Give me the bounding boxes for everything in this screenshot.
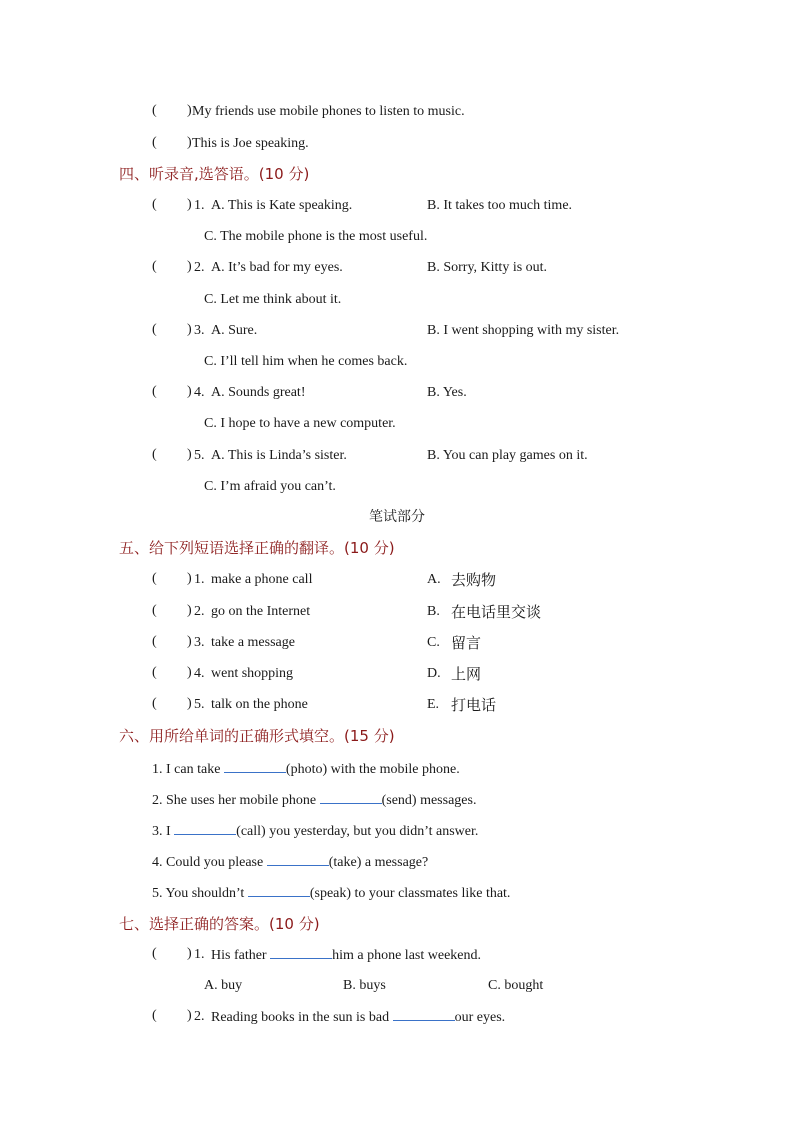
question-number: 1. [194, 198, 205, 213]
written-part-title: 笔试部分 [369, 509, 425, 525]
option-row [0, 228, 794, 248]
translation-key: D. [427, 666, 441, 681]
section-heading-7: 七、选择正确的答案。(10 分) [119, 915, 320, 933]
question-number: 2. [194, 1009, 205, 1024]
option-row [0, 977, 794, 997]
translation-key: B. [427, 604, 440, 619]
fill-blank-sentence [152, 822, 478, 841]
answer-paren-close: ) [187, 665, 192, 680]
answer-paren-open: ( [152, 696, 157, 711]
question-text: This is Joe speaking. [192, 136, 309, 151]
answer-paren-close: ) [187, 571, 192, 586]
fill-blank-sentence [152, 791, 476, 810]
english-phrase: went shopping [211, 666, 294, 681]
item-number: 2. [194, 604, 205, 619]
translation-key: E. [427, 697, 440, 712]
sentence-end: (take) a message? [328, 855, 429, 870]
option-a: A. Sounds great! [211, 385, 306, 400]
section-heading-6: 六、用所给单词的正确形式填空。(15 分) [119, 727, 395, 745]
answer-paren-open: ( [152, 103, 157, 118]
answer-blank[interactable] [320, 791, 382, 804]
answer-paren-close: ) [187, 1008, 192, 1023]
answer-paren-open: ( [152, 603, 157, 618]
sentence-end: (speak) to your classmates like that. [309, 886, 511, 901]
sentence-start: 4. Could you please [152, 855, 267, 870]
english-phrase: take a message [211, 635, 295, 650]
section-heading-4: 四、听录音,选答语。(10 分) [119, 165, 310, 183]
answer-paren-open: ( [152, 1008, 157, 1023]
sentence-end: (photo) with the mobile phone. [285, 762, 460, 777]
answer-paren-open: ( [152, 135, 157, 150]
sentence-start: 3. I [152, 824, 175, 839]
sentence-end: (call) you yesterday, but you didn’t answer. [236, 824, 479, 839]
translation-key: A. [427, 572, 441, 587]
answer-paren-close: ) [187, 135, 192, 150]
fill-blank-sentence [152, 884, 510, 903]
answer-paren-close: ) [187, 103, 192, 118]
question-row [0, 197, 794, 217]
option-b: B. It takes too much time. [427, 198, 573, 213]
question-number: 2. [194, 260, 205, 275]
option-c: C. bought [488, 978, 544, 993]
chinese-translation: 上网 [451, 665, 482, 683]
chinese-translation: 去购物 [451, 571, 497, 589]
chinese-translation: 打电话 [451, 696, 497, 714]
chinese-translation: 在电话里交谈 [451, 603, 542, 621]
sentence-start: 1. I can take [152, 762, 224, 777]
question-row [0, 135, 794, 155]
answer-paren-open: ( [152, 322, 157, 337]
question-number: 5. [194, 448, 205, 463]
question-text: My friends use mobile phones to listen to music. [192, 104, 465, 119]
option-c: C. The mobile phone is the most useful. [204, 229, 428, 244]
option-c: C. I’m afraid you can’t. [204, 479, 336, 494]
question-row [0, 447, 794, 467]
answer-blank[interactable] [267, 853, 329, 866]
matching-row [0, 665, 794, 685]
answer-paren-open: ( [152, 384, 157, 399]
answer-paren-close: ) [187, 384, 192, 399]
english-phrase: talk on the phone [211, 697, 308, 712]
option-row [0, 353, 794, 373]
question-row [0, 259, 794, 279]
answer-paren-open: ( [152, 197, 157, 212]
question-row [0, 103, 794, 123]
answer-paren-close: ) [187, 946, 192, 961]
item-number: 1. [194, 572, 205, 587]
item-number: 5. [194, 697, 205, 712]
option-c: C. I hope to have a new computer. [204, 416, 396, 431]
answer-paren-open: ( [152, 447, 157, 462]
question-number: 4. [194, 385, 205, 400]
fill-blank-sentence [152, 760, 460, 779]
section-heading-5: 五、给下列短语选择正确的翻译。(10 分) [119, 539, 395, 557]
answer-paren-open: ( [152, 634, 157, 649]
answer-blank[interactable] [224, 760, 286, 773]
answer-paren-open: ( [152, 946, 157, 961]
english-phrase: make a phone call [211, 572, 313, 587]
matching-row [0, 603, 794, 623]
option-b: B. You can play games on it. [427, 448, 588, 463]
item-number: 3. [194, 635, 205, 650]
option-a: A. It’s bad for my eyes. [211, 260, 343, 275]
question-text [211, 946, 481, 965]
chinese-translation: 留言 [451, 634, 482, 652]
option-b: B. buys [343, 978, 386, 993]
sentence-start: His father [211, 948, 271, 963]
translation-key: C. [427, 635, 440, 650]
answer-paren-close: ) [187, 259, 192, 274]
answer-blank[interactable] [393, 1008, 455, 1021]
matching-row [0, 634, 794, 654]
answer-paren-close: ) [187, 322, 192, 337]
answer-blank[interactable] [248, 884, 310, 897]
answer-paren-close: ) [187, 447, 192, 462]
option-b: B. Sorry, Kitty is out. [427, 260, 548, 275]
sentence-end: our eyes. [454, 1010, 506, 1025]
option-b: B. Yes. [427, 385, 467, 400]
sentence-end: (send) messages. [381, 793, 477, 808]
option-row [0, 478, 794, 498]
answer-paren-close: ) [187, 603, 192, 618]
answer-blank[interactable] [174, 822, 236, 835]
option-a: A. buy [204, 978, 243, 993]
question-row [0, 322, 794, 342]
question-row [0, 1008, 794, 1028]
question-number: 1. [194, 947, 205, 962]
answer-paren-close: ) [187, 197, 192, 212]
answer-blank[interactable] [270, 946, 332, 959]
sentence-start: 5. You shouldn’t [152, 886, 248, 901]
question-row [0, 946, 794, 966]
matching-row [0, 696, 794, 716]
answer-paren-open: ( [152, 571, 157, 586]
question-row [0, 384, 794, 404]
option-row [0, 415, 794, 435]
sentence-start: 2. She uses her mobile phone [152, 793, 320, 808]
english-phrase: go on the Internet [211, 604, 311, 619]
question-number: 3. [194, 323, 205, 338]
item-number: 4. [194, 666, 205, 681]
option-b: B. I went shopping with my sister. [427, 323, 620, 338]
option-a: A. Sure. [211, 323, 258, 338]
matching-row [0, 571, 794, 591]
option-a: A. This is Linda’s sister. [211, 448, 347, 463]
option-row [0, 291, 794, 311]
sentence-end: him a phone last weekend. [332, 948, 481, 963]
answer-paren-open: ( [152, 665, 157, 680]
option-a: A. This is Kate speaking. [211, 198, 353, 213]
answer-paren-close: ) [187, 696, 192, 711]
question-text [211, 1008, 505, 1027]
answer-paren-open: ( [152, 259, 157, 274]
option-c: C. I’ll tell him when he comes back. [204, 354, 408, 369]
sentence-start: Reading books in the sun is bad [211, 1010, 393, 1025]
fill-blank-sentence [152, 853, 428, 872]
option-c: C. Let me think about it. [204, 292, 342, 307]
answer-paren-close: ) [187, 634, 192, 649]
